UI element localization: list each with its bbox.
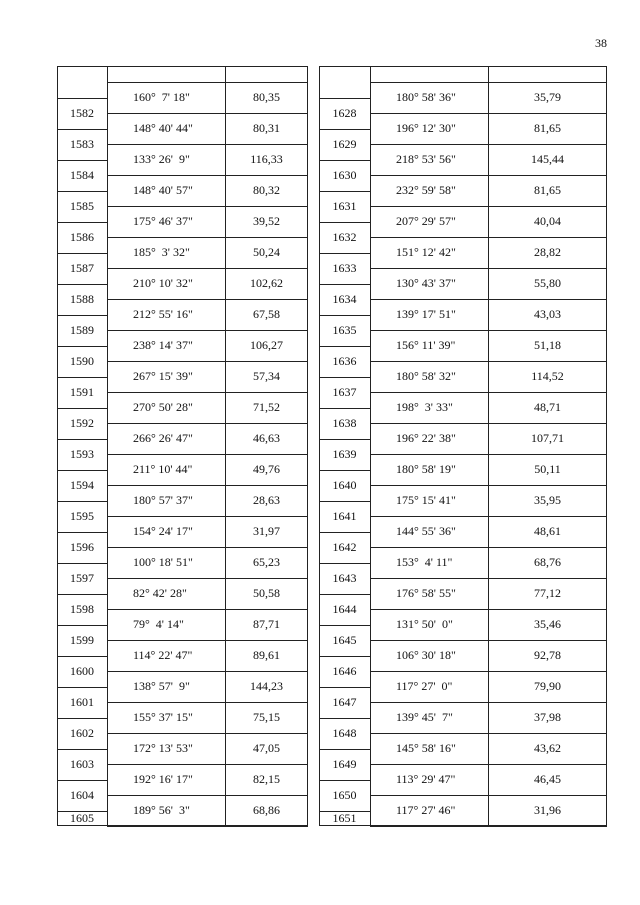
- point-number: 1642: [332, 540, 357, 554]
- point-number: 1604: [70, 788, 94, 802]
- point-number: 1594: [70, 478, 94, 492]
- distance-cell: 37,98: [534, 710, 561, 724]
- distance-cell: 106,27: [250, 338, 283, 352]
- bearing-cell: 154° 24' 17": [133, 524, 193, 538]
- distance-cell: 50,58: [253, 586, 280, 600]
- point-number: 1590: [70, 354, 94, 368]
- point-number: 1587: [70, 261, 94, 275]
- point-number: 1636: [332, 354, 357, 368]
- distance-cell: 144,23: [250, 679, 283, 693]
- bearing-cell: 232° 59' 58": [396, 183, 456, 197]
- distance-cell: 102,62: [250, 276, 283, 290]
- bearing-cell: 218° 53' 56": [396, 152, 456, 166]
- point-number: 1597: [70, 571, 94, 585]
- bearing-cell: 151° 12' 42": [396, 245, 456, 259]
- bearing-cell: 145° 58' 16": [396, 741, 456, 755]
- point-number: 1603: [70, 757, 94, 771]
- distance-cell: 28,82: [534, 245, 561, 259]
- bearing-cell: 114° 22' 47": [133, 648, 193, 662]
- bearing-cell: 138° 57' 9": [133, 679, 190, 693]
- distance-cell: 46,45: [534, 772, 561, 786]
- distance-cell: 80,32: [253, 183, 280, 197]
- bearing-cell: 212° 55' 16": [133, 307, 193, 321]
- point-number: 1643: [332, 571, 357, 585]
- bearing-cell: 172° 13' 53": [133, 741, 193, 755]
- distance-cell: 43,62: [534, 741, 561, 755]
- point-number: 1649: [332, 757, 357, 771]
- point-number: 1633: [332, 261, 357, 275]
- bearing-cell: 210° 10' 32": [133, 276, 193, 290]
- point-number: 1588: [70, 292, 94, 306]
- bearing-cell: 175° 46' 37": [133, 214, 193, 228]
- bearing-cell: 189° 56' 3": [133, 803, 190, 817]
- distance-cell: 89,61: [253, 648, 280, 662]
- bearing-cell: 117° 27' 0": [396, 679, 453, 693]
- point-number: 1595: [70, 509, 94, 523]
- point-number: 1589: [70, 323, 94, 337]
- point-number: 1646: [332, 664, 357, 678]
- bearing-cell: 82° 42' 28": [133, 586, 187, 600]
- coordinate-table-left: [57, 66, 308, 826]
- bearing-cell: 270° 50' 28": [133, 400, 193, 414]
- distance-cell: 67,58: [253, 307, 280, 321]
- distance-cell: 82,15: [253, 772, 280, 786]
- distance-cell: 39,52: [253, 214, 280, 228]
- bearing-cell: 185° 3' 32": [133, 245, 190, 259]
- distance-cell: 48,71: [534, 400, 561, 414]
- bearing-cell: 180° 58' 19": [396, 462, 456, 476]
- distance-cell: 65,23: [253, 555, 280, 569]
- bearing-cell: 180° 58' 32": [396, 369, 456, 383]
- point-number: 1648: [332, 726, 357, 740]
- point-number: 1584: [70, 168, 94, 182]
- distance-cell: 35,95: [534, 493, 561, 507]
- point-number: 1598: [70, 602, 94, 616]
- bearing-cell: 130° 43' 37": [396, 276, 456, 290]
- distance-cell: 71,52: [253, 400, 280, 414]
- point-number: 1645: [332, 633, 357, 647]
- bearing-cell: 176° 58' 55": [396, 586, 456, 600]
- distance-cell: 87,71: [253, 617, 280, 631]
- bearing-cell: 131° 50' 0": [396, 617, 453, 631]
- bearing-cell: 100° 18' 51": [133, 555, 193, 569]
- point-number: 1632: [332, 230, 357, 244]
- point-number: 1638: [332, 416, 357, 430]
- bearing-cell: 180° 57' 37": [133, 493, 193, 507]
- coordinate-table-right: [319, 66, 607, 826]
- distance-cell: 107,71: [531, 431, 564, 445]
- point-number: 1583: [70, 137, 94, 151]
- bearing-cell: 139° 45' 7": [396, 710, 453, 724]
- distance-cell: 51,18: [534, 338, 561, 352]
- bearing-cell: 117° 27' 46": [396, 803, 456, 817]
- page-number: 38: [595, 36, 607, 50]
- bearing-cell: 156° 11' 39": [396, 338, 456, 352]
- distance-cell: 50,11: [534, 462, 561, 476]
- point-number: 1640: [332, 478, 357, 492]
- bearing-cell: 266° 26' 47": [133, 431, 193, 445]
- point-number: 1644: [332, 602, 357, 616]
- bearing-cell: 133° 26' 9": [133, 152, 190, 166]
- bearing-cell: 175° 15' 41": [396, 493, 456, 507]
- distance-cell: 57,34: [253, 369, 280, 383]
- row-divider: [107, 826, 308, 827]
- distance-cell: 49,76: [253, 462, 280, 476]
- bearing-cell: 155° 37' 15": [133, 710, 193, 724]
- point-number: 1592: [70, 416, 94, 430]
- point-number: 1641: [332, 509, 357, 523]
- point-number: 1599: [70, 633, 94, 647]
- point-number: 1637: [332, 385, 357, 399]
- distance-cell: 77,12: [534, 586, 561, 600]
- point-number: 1635: [332, 323, 357, 337]
- distance-cell: 43,03: [534, 307, 561, 321]
- bearing-cell: 148° 40' 57": [133, 183, 193, 197]
- point-number: 1605: [70, 811, 94, 825]
- point-number: 1585: [70, 199, 94, 213]
- distance-cell: 145,44: [531, 152, 564, 166]
- bearing-cell: 196° 12' 30": [396, 121, 456, 135]
- point-number: 1630: [332, 168, 357, 182]
- distance-cell: 47,05: [253, 741, 280, 755]
- distance-cell: 35,46: [534, 617, 561, 631]
- distance-cell: 48,61: [534, 524, 561, 538]
- bearing-cell: 196° 22' 38": [396, 431, 456, 445]
- bearing-cell: 139° 17' 51": [396, 307, 456, 321]
- distance-cell: 75,15: [253, 710, 280, 724]
- bearing-cell: 106° 30' 18": [396, 648, 456, 662]
- distance-cell: 79,90: [534, 679, 561, 693]
- bearing-cell: 238° 14' 37": [133, 338, 193, 352]
- point-number: 1639: [332, 447, 357, 461]
- distance-cell: 80,35: [253, 90, 280, 104]
- distance-cell: 46,63: [253, 431, 280, 445]
- distance-cell: 81,65: [534, 183, 561, 197]
- distance-cell: 92,78: [534, 648, 561, 662]
- distance-cell: 80,31: [253, 121, 280, 135]
- distance-cell: 68,76: [534, 555, 561, 569]
- bearing-cell: 160° 7' 18": [133, 90, 190, 104]
- distance-cell: 114,52: [531, 369, 564, 383]
- bearing-cell: 207° 29' 57": [396, 214, 456, 228]
- column-divider: [370, 66, 371, 826]
- point-number: 1586: [70, 230, 94, 244]
- bearing-cell: 267° 15' 39": [133, 369, 193, 383]
- point-number: 1628: [332, 106, 357, 120]
- bearing-cell: 211° 10' 44": [133, 462, 193, 476]
- point-number: 1600: [70, 664, 94, 678]
- bearing-cell: 144° 55' 36": [396, 524, 456, 538]
- row-divider: [370, 826, 607, 827]
- bearing-cell: 198° 3' 33": [396, 400, 453, 414]
- distance-cell: 35,79: [534, 90, 561, 104]
- bearing-cell: 192° 16' 17": [133, 772, 193, 786]
- column-divider: [107, 66, 108, 826]
- distance-cell: 68,86: [253, 803, 280, 817]
- bearing-cell: 113° 29' 47": [396, 772, 456, 786]
- point-number: 1650: [332, 788, 357, 802]
- point-number: 1596: [70, 540, 94, 554]
- point-number: 1602: [70, 726, 94, 740]
- point-number: 1582: [70, 106, 94, 120]
- bearing-cell: 153° 4' 11": [396, 555, 453, 569]
- bearing-cell: 148° 40' 44": [133, 121, 193, 135]
- bearing-cell: 180° 58' 36": [396, 90, 456, 104]
- point-number: 1629: [332, 137, 357, 151]
- distance-cell: 31,96: [534, 803, 561, 817]
- bearing-cell: 79° 4' 14": [133, 617, 184, 631]
- point-number: 1634: [332, 292, 357, 306]
- point-number: 1647: [332, 695, 357, 709]
- point-number: 1591: [70, 385, 94, 399]
- point-number: 1601: [70, 695, 94, 709]
- point-number: 1593: [70, 447, 94, 461]
- point-number: 1651: [332, 811, 357, 825]
- distance-cell: 31,97: [253, 524, 280, 538]
- distance-cell: 40,04: [534, 214, 561, 228]
- distance-cell: 55,80: [534, 276, 561, 290]
- point-number: 1631: [332, 199, 357, 213]
- distance-cell: 81,65: [534, 121, 561, 135]
- distance-cell: 50,24: [253, 245, 280, 259]
- distance-cell: 116,33: [250, 152, 283, 166]
- distance-cell: 28,63: [253, 493, 280, 507]
